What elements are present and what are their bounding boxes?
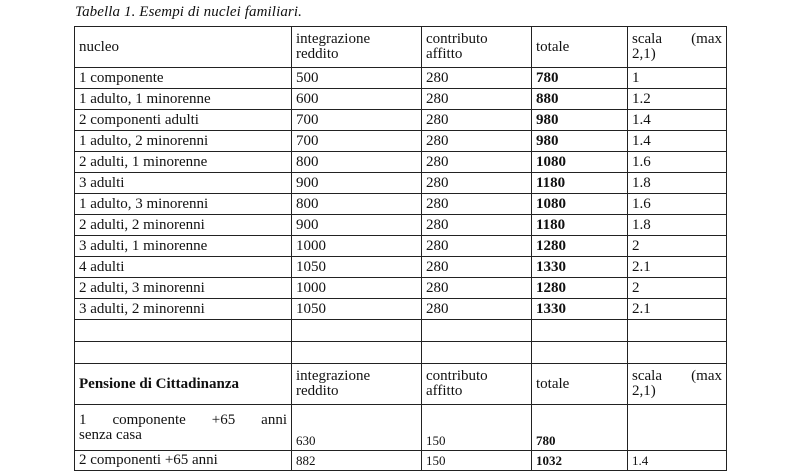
cell-totale: 1180 [532, 173, 628, 194]
cell-nucleo: 4 adulti [75, 257, 292, 278]
family-table [74, 26, 727, 471]
cell-contributo: 280 [422, 173, 532, 194]
cell-nucleo: 1 adulto, 3 minorenni [75, 194, 292, 215]
cell-integrazione: 700 [292, 131, 422, 152]
cell-totale: 1180 [532, 215, 628, 236]
cell-scala: 1 [628, 68, 727, 89]
pension-header-integrazione: integrazione reddito [292, 364, 422, 405]
cell-contributo: 280 [422, 110, 532, 131]
header-totale: totale [532, 27, 628, 68]
cell-totale: 780 [532, 405, 628, 451]
pension-header-contributo: contributo affitto [422, 364, 532, 405]
cell-contributo: 280 [422, 299, 532, 320]
cell-nucleo: 2 adulti, 3 minorenni [75, 278, 292, 299]
cell-integrazione: 500 [292, 68, 422, 89]
cell-scala: 2.1 [628, 299, 727, 320]
table-row [75, 236, 727, 257]
header-scala: scala (max 2,1) [628, 27, 727, 68]
table-row [75, 194, 727, 215]
table-row [75, 173, 727, 194]
cell-nucleo: 1 adulto, 1 minorenne [75, 89, 292, 110]
blank-row [75, 320, 727, 342]
cell-integrazione: 630 [292, 405, 422, 451]
cell-totale: 880 [532, 89, 628, 110]
header-contributo: contributo affitto [422, 27, 532, 68]
cell-integrazione: 1050 [292, 299, 422, 320]
cell-nucleo: 2 adulti, 1 minorenne [75, 152, 292, 173]
cell-contributo: 150 [422, 451, 532, 471]
pension-header-row [75, 364, 727, 405]
cell-totale: 1280 [532, 278, 628, 299]
cell-integrazione: 882 [292, 451, 422, 471]
cell-totale: 980 [532, 131, 628, 152]
pension-title: Pensione di Cittadinanza [75, 364, 292, 405]
table-row [75, 405, 727, 451]
table-row [75, 278, 727, 299]
cell-nucleo: 1 componente +65 anni senza casa [75, 405, 292, 451]
cell-totale: 1280 [532, 236, 628, 257]
table-row [75, 152, 727, 173]
cell-contributo: 280 [422, 68, 532, 89]
cell-scala: 1.4 [628, 451, 727, 471]
cell-scala: 1.8 [628, 173, 727, 194]
table-row [75, 89, 727, 110]
table-header-row [75, 27, 727, 68]
table-row [75, 299, 727, 320]
table-row [75, 110, 727, 131]
cell-scala: 2 [628, 236, 727, 257]
cell-contributo: 280 [422, 278, 532, 299]
cell-contributo: 150 [422, 405, 532, 451]
cell-nucleo: 2 componenti adulti [75, 110, 292, 131]
table-row [75, 451, 727, 471]
pension-header-scala: scala (max 2,1) [628, 364, 727, 405]
table-caption: Tabella 1. Esempi di nuclei familiari. [75, 4, 302, 20]
cell-totale: 1080 [532, 194, 628, 215]
cell-nucleo: 2 adulti, 2 minorenni [75, 215, 292, 236]
cell-integrazione: 1000 [292, 278, 422, 299]
cell-integrazione: 1050 [292, 257, 422, 278]
cell-contributo: 280 [422, 89, 532, 110]
cell-contributo: 280 [422, 236, 532, 257]
cell-integrazione: 700 [292, 110, 422, 131]
cell-nucleo: 2 componenti +65 anni [75, 451, 292, 471]
table-row [75, 257, 727, 278]
cell-totale: 780 [532, 68, 628, 89]
cell-nucleo: 3 adulti, 1 minorenne [75, 236, 292, 257]
cell-scala: 1.2 [628, 89, 727, 110]
cell-contributo: 280 [422, 257, 532, 278]
cell-scala: 1.4 [628, 110, 727, 131]
table-row [75, 68, 727, 89]
cell-scala: 1.8 [628, 215, 727, 236]
cell-integrazione: 600 [292, 89, 422, 110]
cell-scala: 1.6 [628, 152, 727, 173]
cell-scala: 2.1 [628, 257, 727, 278]
blank-row [75, 342, 727, 364]
table-row [75, 131, 727, 152]
cell-scala: 2 [628, 278, 727, 299]
cell-nucleo: 3 adulti [75, 173, 292, 194]
cell-integrazione: 900 [292, 173, 422, 194]
cell-totale: 1330 [532, 299, 628, 320]
cell-contributo: 280 [422, 131, 532, 152]
cell-nucleo: 1 componente [75, 68, 292, 89]
cell-contributo: 280 [422, 194, 532, 215]
cell-totale: 1330 [532, 257, 628, 278]
header-integrazione: integrazione reddito [292, 27, 422, 68]
cell-contributo: 280 [422, 215, 532, 236]
cell-integrazione: 800 [292, 152, 422, 173]
cell-scala: 1.4 [628, 131, 727, 152]
cell-totale: 1032 [532, 451, 628, 471]
cell-contributo: 280 [422, 152, 532, 173]
cell-integrazione: 900 [292, 215, 422, 236]
table-row [75, 215, 727, 236]
cell-totale: 1080 [532, 152, 628, 173]
cell-nucleo: 3 adulti, 2 minorenni [75, 299, 292, 320]
pension-header-totale: totale [532, 364, 628, 405]
cell-scala: 1.6 [628, 194, 727, 215]
cell-scala [628, 405, 727, 451]
cell-totale: 980 [532, 110, 628, 131]
cell-integrazione: 1000 [292, 236, 422, 257]
cell-integrazione: 800 [292, 194, 422, 215]
cell-nucleo: 1 adulto, 2 minorenni [75, 131, 292, 152]
header-nucleo: nucleo [75, 27, 292, 68]
